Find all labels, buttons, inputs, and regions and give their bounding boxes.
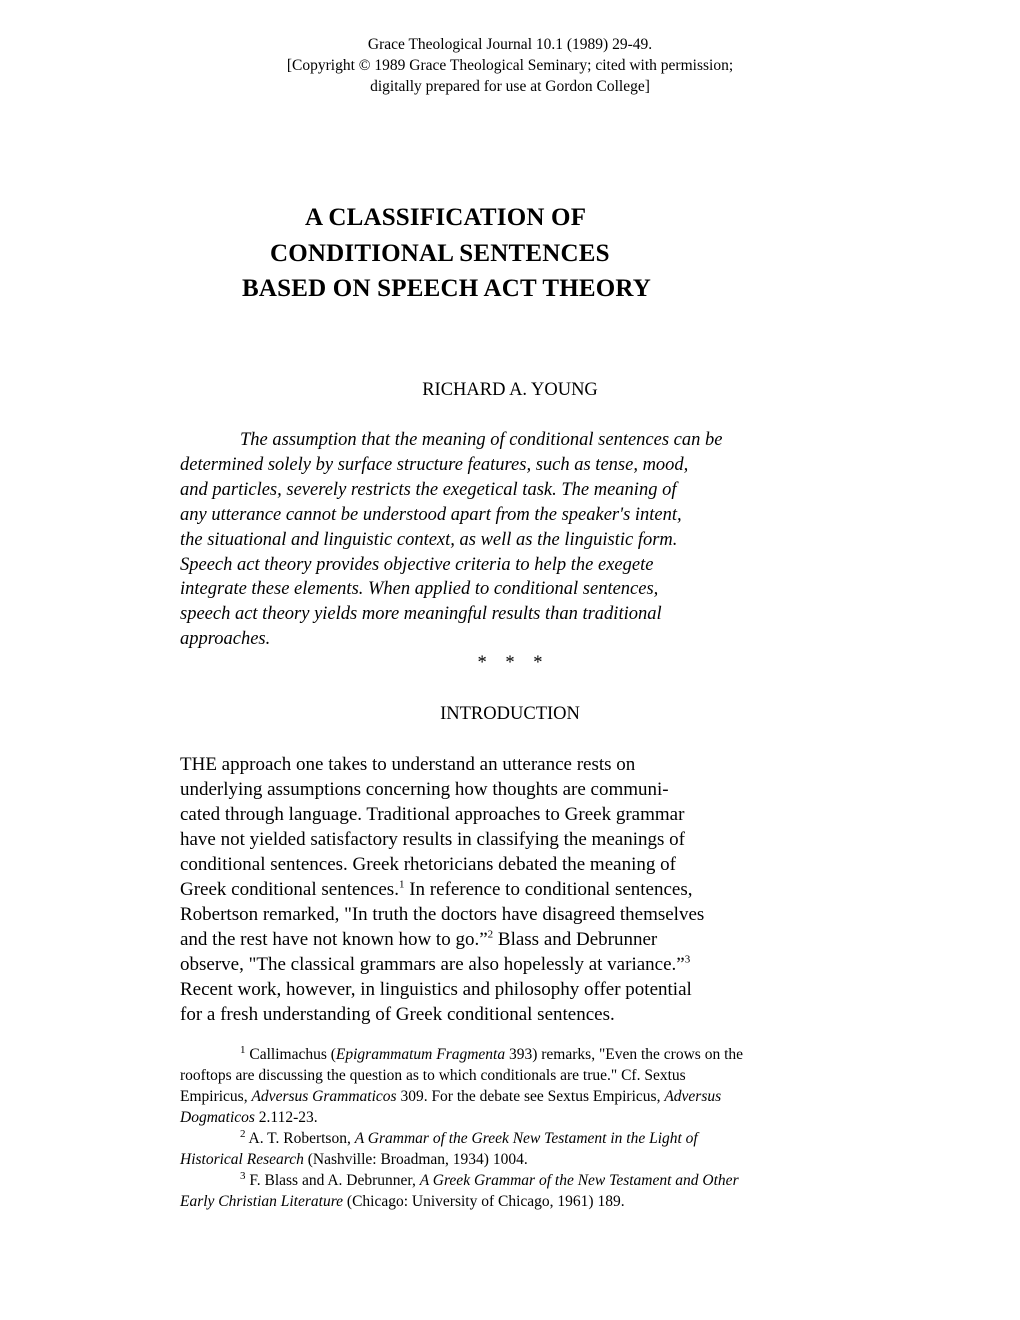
body-line: underlying assumptions concerning how thoughts are communi- (180, 779, 669, 800)
footnote-text: Empiricus, (180, 1088, 252, 1105)
footnote-number: 2 (240, 1127, 246, 1140)
footnote-2 (180, 1128, 850, 1149)
work-title: Early Christian Literature (180, 1193, 344, 1210)
body-text-run: and the rest have not known how to go.” (180, 929, 488, 950)
journal-citation: Grace Theological Journal 10.1 (1989) 29-49. (367, 36, 653, 53)
body-line: cated through language. Traditional approaches to Greek grammar (180, 804, 685, 825)
work-title: A Greek Grammar of the New Testament and Other (419, 1172, 739, 1189)
footnote-ref-2[interactable]: 2 (487, 928, 494, 941)
footnote-text: 393) remarks, "Even the crows on the (505, 1046, 744, 1063)
work-title: A Grammar of the Greek New Testament in the Light of (354, 1130, 698, 1147)
body-text-run: observe, "The classical grammars are also hopelessly at variance.” (180, 954, 685, 975)
footnote-line (180, 1149, 850, 1170)
work-title: Adversus (664, 1088, 722, 1105)
footnote-line (180, 1086, 850, 1107)
footnote-line (180, 1107, 850, 1128)
section-heading: INTRODUCTION (440, 704, 580, 724)
body-line (180, 877, 840, 902)
copyright-notice: [Copyright © 1989 Grace Theological Seminary; cited with permission; (286, 57, 734, 74)
footnote-ref-3[interactable]: 3 (684, 953, 691, 966)
abstract-line: and particles, severely restricts the exegetical task. The meaning of (180, 479, 677, 500)
footnote-3 (180, 1170, 850, 1191)
abstract-line: The assumption that the meaning of conditional sentences can be (240, 430, 723, 450)
abstract-line: approaches. (180, 629, 271, 650)
title-line-1: A CLASSIFICATION OF (305, 204, 587, 231)
footnote-number: 3 (240, 1169, 246, 1182)
footnote-text: F. Blass and A. Debrunner, (245, 1172, 420, 1189)
body-text-run: Blass and Debrunner (493, 929, 658, 950)
work-title: Dogmaticos (180, 1109, 255, 1126)
abstract-line: speech act theory yields more meaningful results than traditional (180, 604, 662, 625)
footnote-text: 309. For the debate see Sextus Empiricus, (396, 1088, 665, 1105)
title-line-3: BASED ON SPEECH ACT THEORY (242, 275, 652, 302)
footnote-text: (Chicago: University of Chicago, 1961) 189. (343, 1193, 625, 1210)
abstract-line: integrate these elements. When applied to conditional sentences, (180, 579, 659, 600)
abstract-line: determined solely by surface structure features, such as tense, mood, (180, 454, 689, 475)
footnote-line: rooftops are discussing the question as to which conditionals are true." Cf. Sextus (180, 1067, 686, 1084)
footnote-text: Callimachus ( (245, 1046, 336, 1063)
footnote-line (180, 1191, 850, 1212)
footnotes (180, 1044, 850, 1212)
abstract-line: Speech act theory provides objective criteria to help the exegete (180, 554, 654, 575)
body-line: conditional sentences. Greek rhetoricians debated the meaning of (180, 854, 676, 875)
body-line (180, 927, 840, 952)
title-line-2: CONDITIONAL SENTENCES (270, 240, 610, 267)
footnote-ref-1[interactable]: 1 (398, 878, 405, 891)
footnote-number: 1 (240, 1043, 246, 1056)
work-title: Adversus Grammaticos (251, 1088, 397, 1105)
body-paragraph (180, 752, 840, 1027)
footnote-text: (Nashville: Broadman, 1934) 1004. (303, 1151, 528, 1168)
body-text-run: In reference to conditional sentences, (404, 879, 693, 900)
abstract-line: any utterance cannot be understood apart from the speaker's intent, (180, 504, 682, 525)
footnote-text: A. T. Robertson, (245, 1130, 355, 1147)
author-name: RICHARD A. YOUNG (422, 380, 598, 400)
abstract-line: the situational and linguistic context, as well as the linguistic form. (180, 529, 678, 550)
body-line (180, 952, 840, 977)
body-line: Recent work, however, in linguistics and philosophy offer potential (180, 979, 692, 1000)
body-line: Robertson remarked, "In truth the doctors have disagreed themselves (180, 904, 705, 925)
footnote-text: 2.112-23. (254, 1109, 318, 1126)
body-line: THE approach one takes to understand an utterance rests on (180, 754, 636, 775)
body-line: for a fresh understanding of Greek conditional sentences. (180, 1004, 615, 1025)
footnote-1 (180, 1044, 850, 1065)
body-text-run: Greek conditional sentences. (180, 879, 399, 900)
abstract (180, 428, 840, 652)
work-title: Historical Research (180, 1151, 304, 1168)
digitization-note: digitally prepared for use at Gordon College] (370, 78, 650, 95)
work-title: Epigrammatum Fragmenta (335, 1046, 506, 1063)
body-line: have not yielded satisfactory results in classifying the meanings of (180, 829, 685, 850)
section-separator: * * * (477, 653, 543, 673)
